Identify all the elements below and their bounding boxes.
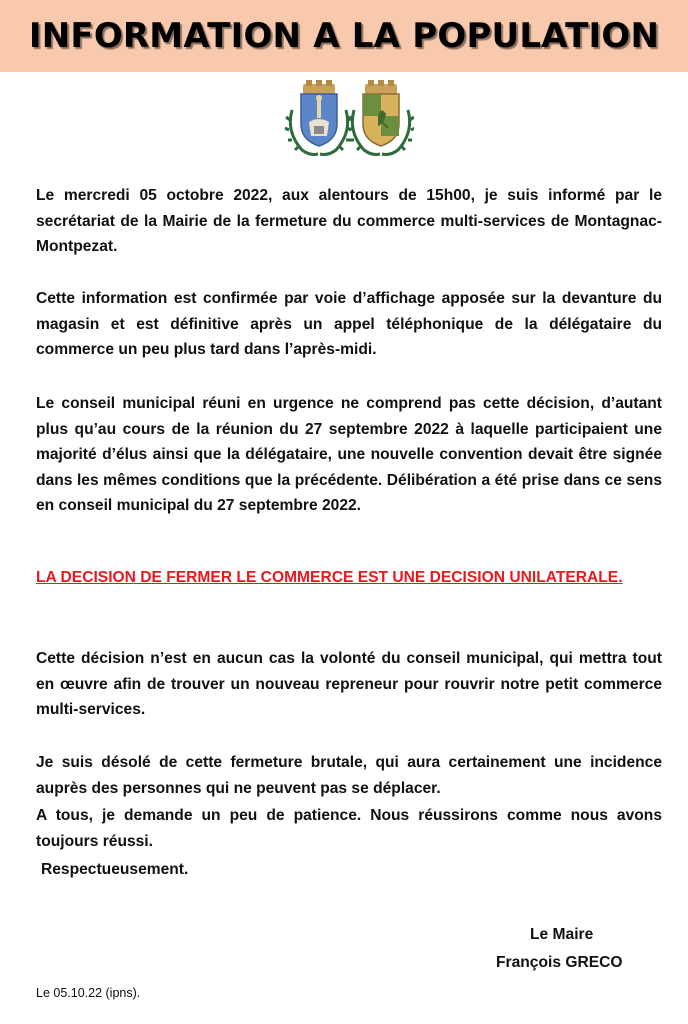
paragraph-3: Le conseil municipal réuni en urgence ne comprend pas cette décision, d’autant plus qu’au cours de la réunion du 27 septembre 2022 à laquelle participaient une majorité d’élus ainsi que la délégataire, une nouvelle convention devait être signée dans les mêmes conditions que la précédente. Délibération a été prise dans ce sens en conseil municipal du 27 septembre 2022. <box>36 395 662 514</box>
closing: Respectueusement. <box>41 861 189 878</box>
paragraph-5: Cette décision n’est en aucun cas la volonté du conseil municipal, qui mettra tout en œuvre afin de trouver un nouveau repreneur pour rouvrir notre petit commerce multi-services. <box>36 650 662 718</box>
footnote: Le 05.10.22 (ipns). <box>36 986 141 1000</box>
paragraph-1: Le mercredi 05 octobre 2022, aux alentours de 15h00, je suis informé par le secrétariat de la Mairie de la fermeture du commerce multi-services de Montagnac-Montpezat. <box>36 187 662 255</box>
paragraph-7: A tous, je demande un peu de patience. Nous réussirons comme nous avons toujours réussi. <box>36 807 662 850</box>
crest-green-gold-icon <box>347 80 414 155</box>
paragraph-2: Cette information est confirmée par voie d’affichage apposée sur la devanture du magasin et est définitive après un appel téléphonique de la délégataire du commerce un peu plus tard dans l’après-midi. <box>36 290 662 358</box>
crests <box>284 80 414 160</box>
signature-name: François GRECO <box>496 954 623 971</box>
page-title: INFORMATION A LA POPULATION <box>28 16 660 56</box>
alert-paragraph: LA DECISION DE FERMER LE COMMERCE EST UNE DECISION UNILATERALE. <box>36 569 623 586</box>
signature-role: Le Maire <box>530 926 594 943</box>
header-band <box>0 0 688 72</box>
crest-blue-icon <box>285 80 353 155</box>
paragraph-6: Je suis désolé de cette fermeture brutale, qui aura certainement une incidence auprès des personnes qui ne peuvent pas se déplacer. <box>36 754 662 797</box>
